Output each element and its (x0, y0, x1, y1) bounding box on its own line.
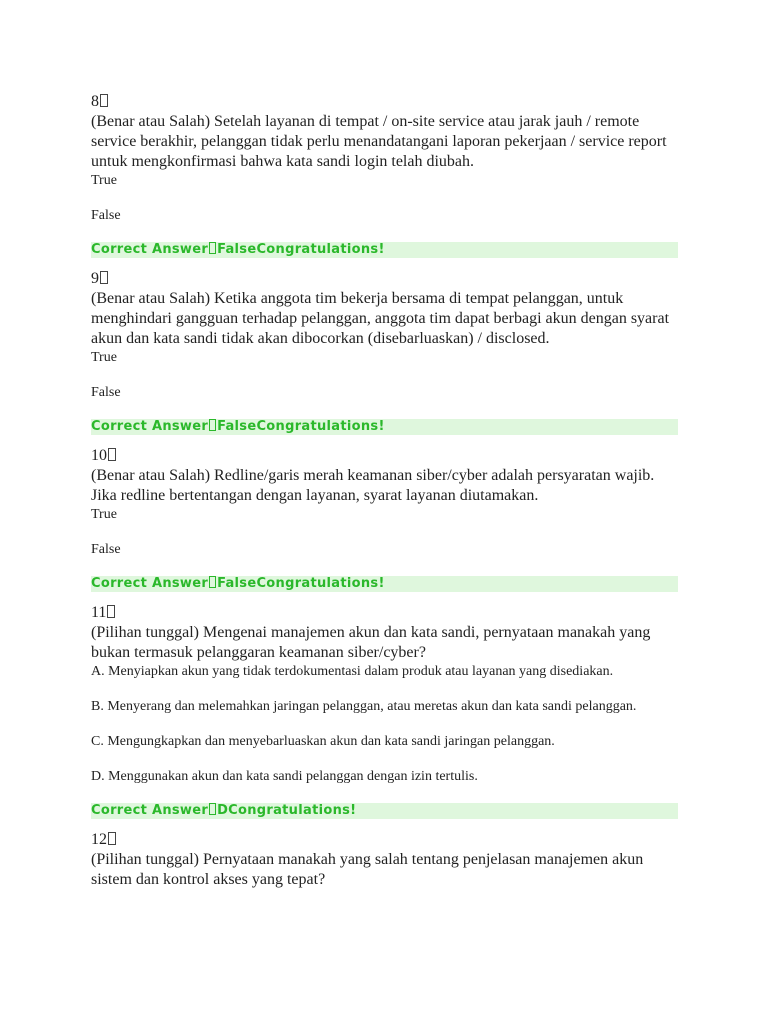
option-false[interactable]: False (91, 208, 121, 223)
question-text: (Pilihan tunggal) Pernyataan manakah yang salah tentang penjelasan manajemen akun sistem dan kontrol akses yang tepat? (91, 851, 644, 888)
missing-glyph-icon (100, 271, 108, 284)
answer-label: Correct Answer (91, 576, 209, 591)
question-9 (91, 269, 678, 435)
question-text: (Benar atau Salah) Ketika anggota tim bekerja bersama di tempat pelanggan, untuk menghindari gangguan terhadap pelanggan, anggota tim dapat berbagi akun dengan syarat akun dan kata sandi tidak akan dibocorkan (disebarluaskan) / disclosed. (91, 290, 670, 347)
options-list (91, 349, 678, 401)
correct-answer-banner (91, 576, 678, 592)
option-b[interactable]: B. Menyerang dan melemahkan jaringan pelanggan, atau meretas akun dan kata sandi pelanggan. (91, 699, 637, 714)
missing-glyph-icon (108, 448, 116, 461)
quiz-content (91, 92, 678, 901)
answer-value: FalseCongratulations! (217, 419, 385, 434)
missing-glyph-icon (100, 94, 108, 107)
option-d[interactable]: D. Menggunakan akun dan kata sandi pelanggan dengan izin tertulis. (91, 769, 478, 784)
missing-glyph-icon (209, 242, 216, 254)
correct-answer-banner (91, 803, 678, 819)
options-list (91, 506, 678, 558)
option-false[interactable]: False (91, 385, 121, 400)
answer-value: FalseCongratulations! (217, 576, 385, 591)
question-text: (Pilihan tunggal) Mengenai manajemen akun dan kata sandi, pernyataan manakah yang bukan termasuk pelanggaran keamanan siber/cyber? (91, 624, 651, 661)
option-c[interactable]: C. Mengungkapkan dan menyebarluaskan akun dan kata sandi jaringan pelanggan. (91, 734, 555, 749)
question-number: 11 (91, 603, 678, 623)
question-8 (91, 92, 678, 258)
question-text: (Benar atau Salah) Redline/garis merah keamanan siber/cyber adalah persyaratan wajib. Jika redline bertentangan dengan layanan, syarat layanan diutamakan. (91, 467, 655, 504)
question-number: 8 (91, 92, 678, 112)
question-number: 10 (91, 446, 678, 466)
option-true[interactable]: True (91, 173, 117, 188)
question-11 (91, 603, 678, 819)
correct-answer-banner (91, 419, 678, 435)
missing-glyph-icon (107, 605, 115, 618)
answer-label: Correct Answer (91, 419, 209, 434)
missing-glyph-icon (209, 419, 216, 431)
missing-glyph-icon (209, 576, 216, 588)
question-10 (91, 446, 678, 592)
option-a[interactable]: A. Menyiapkan akun yang tidak terdokumentasi dalam produk atau layanan yang disediakan. (91, 664, 614, 679)
question-text: (Benar atau Salah) Setelah layanan di tempat / on-site service atau jarak jauh / remote service berakhir, pelanggan tidak perlu menandatangani laporan pekerjaan / service report untuk mengkonfirmasi bahwa kata sandi login telah diubah. (91, 113, 667, 170)
missing-glyph-icon (108, 832, 116, 845)
question-12 (91, 830, 678, 890)
answer-value: DCongratulations! (217, 803, 357, 818)
options-list (91, 663, 678, 785)
option-false[interactable]: False (91, 542, 121, 557)
option-true[interactable]: True (91, 350, 117, 365)
question-number: 12 (91, 830, 678, 850)
missing-glyph-icon (209, 803, 216, 815)
option-true[interactable]: True (91, 507, 117, 522)
answer-label: Correct Answer (91, 803, 209, 818)
question-number: 9 (91, 269, 678, 289)
answer-value: FalseCongratulations! (217, 242, 385, 257)
answer-label: Correct Answer (91, 242, 209, 257)
correct-answer-banner (91, 242, 678, 258)
options-list (91, 172, 678, 224)
